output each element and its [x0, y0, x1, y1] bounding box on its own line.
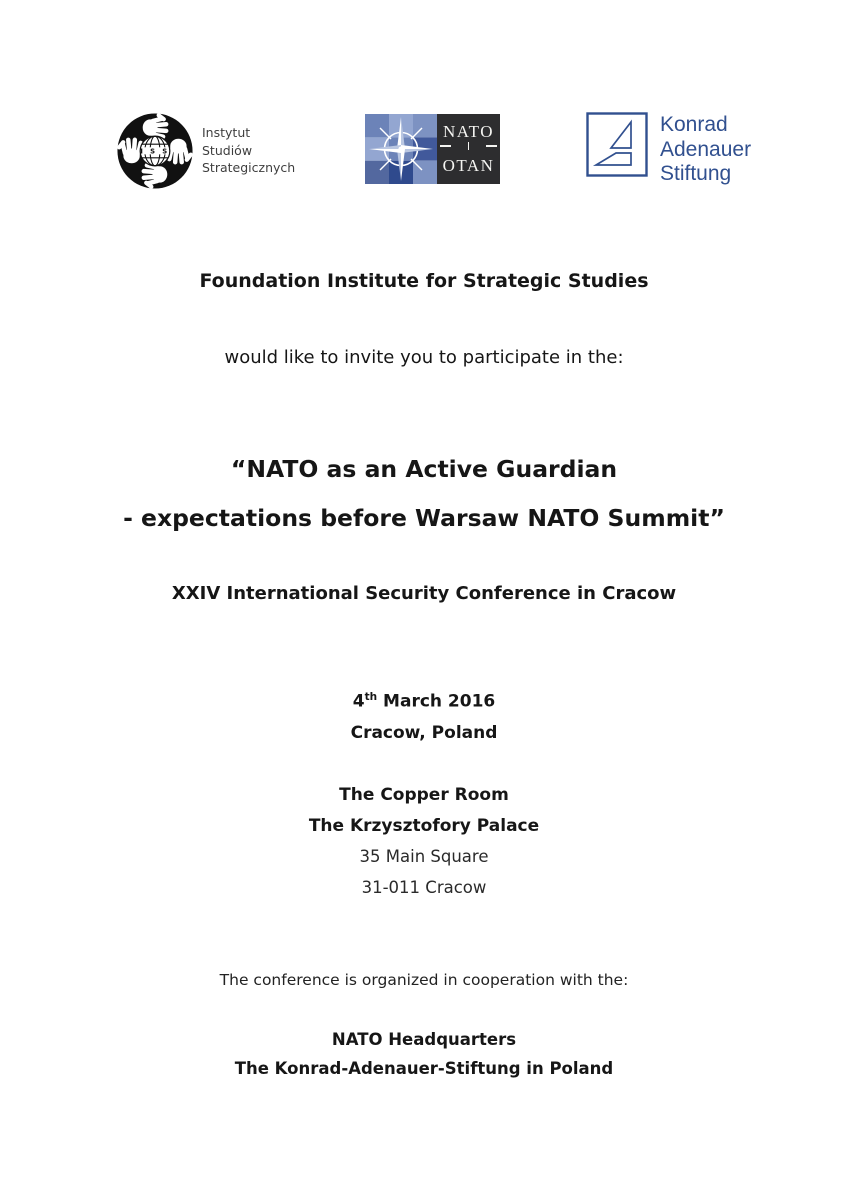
kas-a-icon — [586, 112, 648, 178]
organizer-title: Foundation Institute for Strategic Studies — [199, 270, 649, 292]
nato-word: NATO — [442, 122, 495, 141]
iss-logo-text — [202, 124, 295, 177]
partner-nato-hq: NATO Headquarters — [331, 1030, 517, 1049]
iss-text-line: Strategicznych — [202, 160, 296, 175]
venue-building: The Krzysztofory Palace — [308, 816, 540, 836]
nato-compass-icon — [365, 114, 437, 184]
conference-subtitle: XXIV International Security Conference in Cracow — [171, 583, 677, 604]
iss-hands-globe-icon — [116, 112, 194, 190]
otan-word: OTAN — [442, 156, 495, 175]
kas-logo-text — [660, 113, 751, 187]
conference-title-line2: - expectations before Warsaw NATO Summit” — [123, 504, 725, 532]
cooperation-intro: The conference is organized in cooperation with the: — [219, 971, 629, 989]
conference-title-line1: “NATO as an Active Guardian — [230, 455, 618, 483]
nato-divider — [437, 142, 500, 150]
venue-address-street: 35 Main Square — [359, 847, 489, 866]
partner-kas-poland: The Konrad-Adenauer-Stiftung in Poland — [234, 1059, 614, 1078]
iss-text-line: Instytut — [202, 125, 251, 140]
nato-logo — [365, 114, 500, 184]
iss-logo — [116, 112, 295, 190]
nato-wordmark — [437, 114, 500, 184]
venue-address-city: 31-011 Cracow — [361, 878, 487, 897]
kas-text-line: Stiftung — [660, 162, 732, 185]
date-day: 4 — [352, 691, 365, 712]
kas-logo — [586, 112, 751, 187]
date-rest: March 2016 — [377, 691, 496, 712]
conference-date — [0, 691, 848, 712]
conference-place: Cracow, Poland — [350, 723, 498, 743]
iss-text-line: Studiów — [202, 142, 253, 158]
date-ordinal: th — [364, 691, 378, 703]
iss-monogram: I S S — [140, 147, 170, 156]
kas-text-line: Adenauer — [660, 137, 752, 161]
venue-room: The Copper Room — [339, 785, 509, 805]
invite-line: would like to invite you to participate in the: — [224, 347, 624, 368]
kas-text-line: Konrad — [660, 113, 728, 136]
